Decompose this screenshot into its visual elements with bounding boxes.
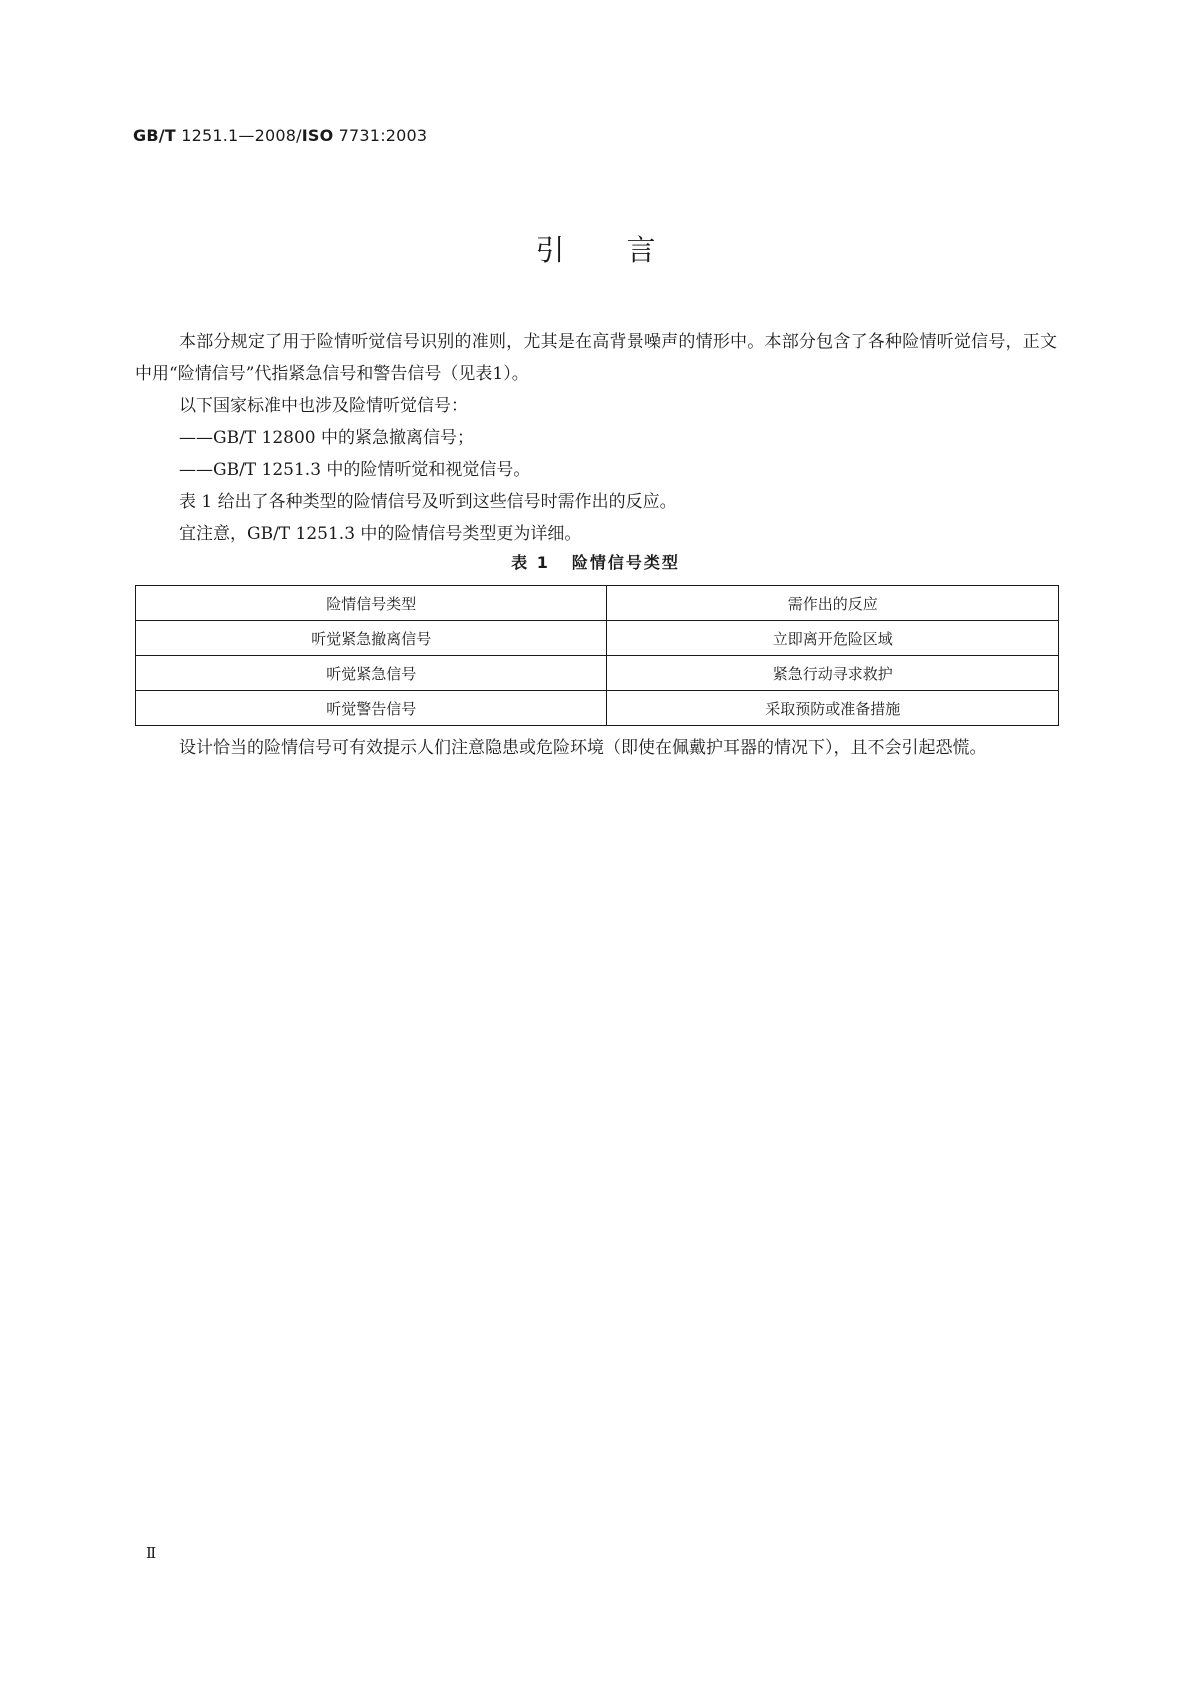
signal-type-cell: 听觉紧急撤离信号	[136, 621, 607, 656]
response-cell: 立即离开危险区域	[607, 621, 1059, 656]
table-row	[136, 691, 1059, 726]
iso-prefix: ISO	[301, 126, 334, 145]
signal-type-cell: 听觉紧急信号	[136, 656, 607, 691]
related-standard-item: ——GB/T 1251.3 中的险情听觉和视觉信号。	[179, 460, 531, 480]
signal-types-table	[135, 585, 1059, 726]
table-row	[136, 621, 1059, 656]
table-caption-number: 表 1	[511, 553, 550, 572]
related-standard-item: ——GB/T 12800 中的紧急撤离信号；	[179, 428, 475, 448]
table-reference-paragraph: 表 1 给出了各种类型的险情信号及听到这些信号时需作出的反应。	[179, 492, 677, 512]
table-header-cell: 需作出的反应	[607, 586, 1059, 621]
standard-prefix: GB/T	[133, 126, 176, 145]
table-header-row	[136, 586, 1059, 621]
note-paragraph: 宜注意，GB/T 1251.3 中的险情信号类型更为详细。	[179, 524, 582, 544]
table-header-cell: 险情信号类型	[136, 586, 607, 621]
page-number: Ⅱ	[146, 1544, 157, 1562]
table-caption-title: 险情信号类型	[571, 553, 680, 572]
page-title: 引言	[535, 233, 718, 267]
standard-number: 1251.1—2008/	[181, 126, 302, 145]
iso-number: 7731:2003	[338, 126, 428, 145]
document-header	[133, 126, 427, 145]
intro-paragraph: 本部分规定了用于险情听觉信号识别的准则，尤其是在高背景噪声的情形中。本部分包含了各种险情听觉信号，正文中用“险情信号”代指紧急信号和警告信号（见表1）。	[135, 332, 1057, 384]
table-caption	[0, 550, 1191, 573]
table-row	[136, 656, 1059, 691]
response-cell: 紧急行动寻求救护	[607, 656, 1059, 691]
response-cell: 采取预防或准备措施	[607, 691, 1059, 726]
signal-type-cell: 听觉警告信号	[136, 691, 607, 726]
closing-paragraph: 设计恰当的险情信号可有效提示人们注意隐患或危险环境（即使在佩戴护耳器的情况下），且不会引起恐慌。	[179, 738, 987, 758]
related-standards-lead: 以下国家标准中也涉及险情听觉信号：	[179, 396, 468, 416]
